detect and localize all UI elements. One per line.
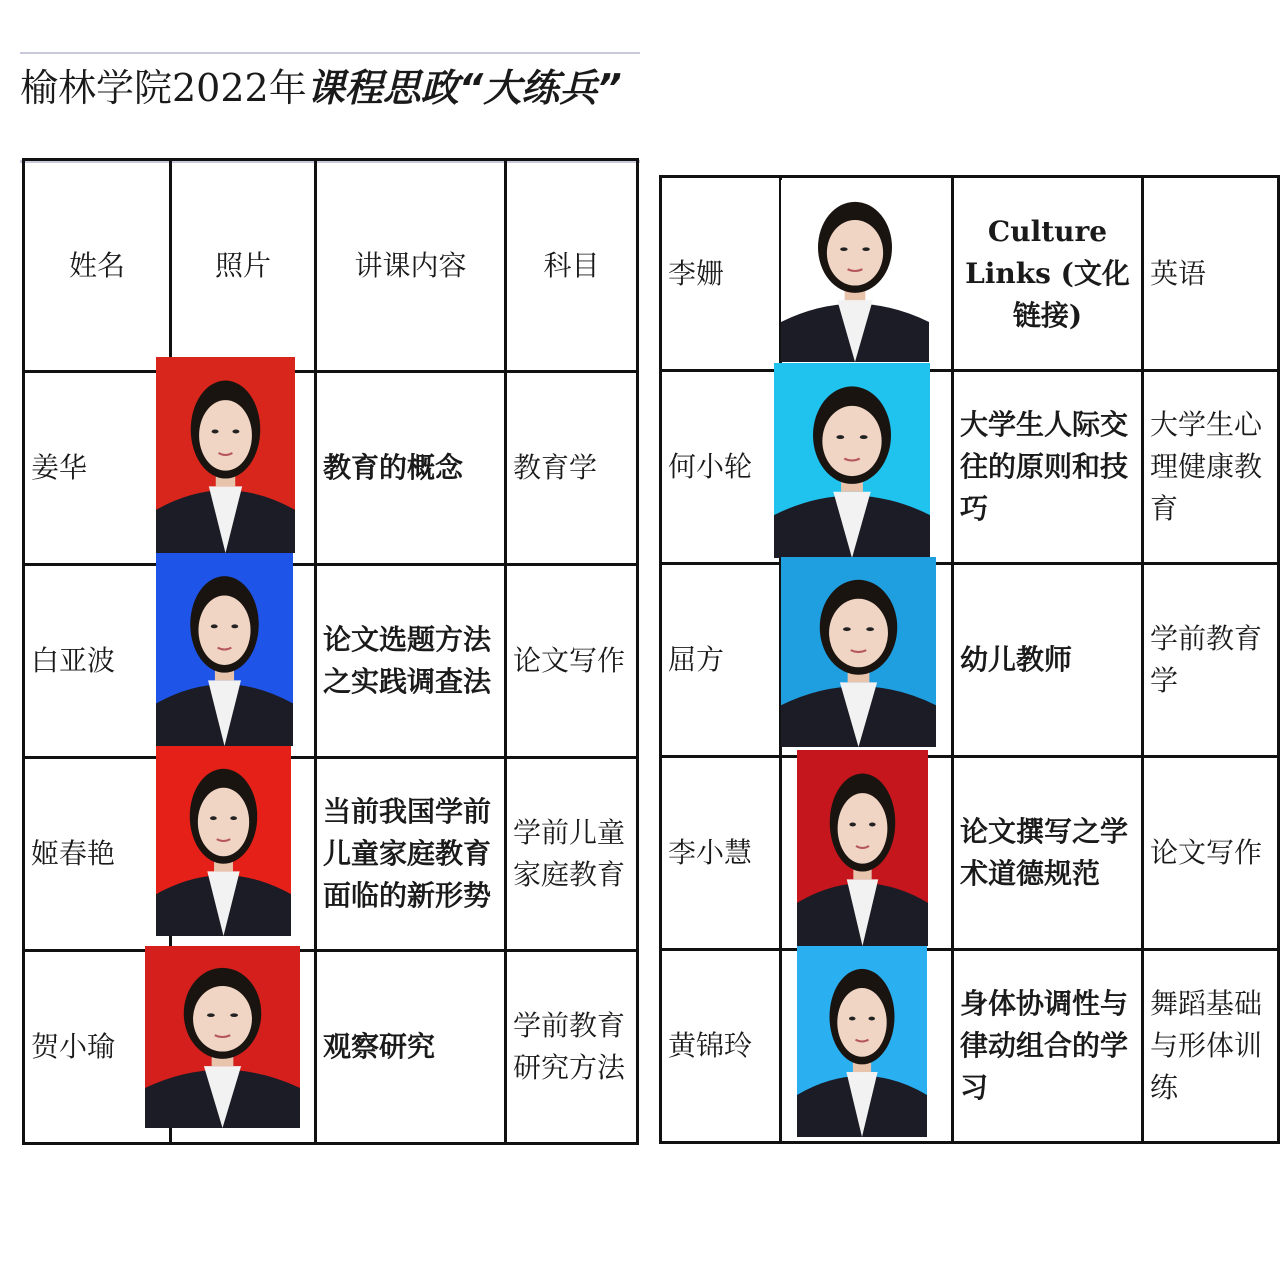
table-row bbox=[661, 950, 1279, 1143]
title-event: 课程思政“大练兵” bbox=[306, 66, 622, 110]
portrait-image bbox=[781, 557, 936, 747]
portrait-photo bbox=[156, 357, 295, 553]
portrait-photo bbox=[156, 553, 293, 746]
lecture-topic: 大学生人际交往的原则和技巧 bbox=[953, 371, 1143, 564]
header-topic: 讲课内容 bbox=[316, 160, 506, 372]
header-subject: 科目 bbox=[506, 160, 638, 372]
title-banner bbox=[20, 52, 640, 163]
teacher-name: 黄锦玲 bbox=[661, 950, 781, 1143]
portrait-photo bbox=[781, 557, 936, 747]
lecture-topic: 当前我国学前儿童家庭教育面临的新形势 bbox=[316, 758, 506, 951]
subject: 学前教育研究方法 bbox=[506, 951, 638, 1144]
table-row bbox=[24, 565, 638, 758]
portrait-image bbox=[156, 746, 291, 936]
teacher-name: 何小轮 bbox=[661, 371, 781, 564]
lecture-topic: 观察研究 bbox=[316, 951, 506, 1144]
subject: 学前教育学 bbox=[1143, 564, 1279, 757]
subject: 论文写作 bbox=[1143, 757, 1279, 950]
teacher-name: 李小慧 bbox=[661, 757, 781, 950]
lecture-topic: 论文选题方法之实践调查法 bbox=[316, 565, 506, 758]
portrait-image bbox=[797, 946, 927, 1137]
lecture-topic: 身体协调性与律动组合的学习 bbox=[953, 950, 1143, 1143]
subject: 论文写作 bbox=[506, 565, 638, 758]
teacher-name: 姜华 bbox=[24, 372, 171, 565]
table-row bbox=[24, 951, 638, 1144]
header-name: 姓名 bbox=[24, 160, 171, 372]
table-row bbox=[24, 758, 638, 951]
title-school-year: 榆林学院2022年 bbox=[20, 66, 307, 110]
subject: 舞蹈基础与形体训练 bbox=[1143, 950, 1279, 1143]
portrait-photo bbox=[797, 750, 928, 946]
portrait-photo bbox=[145, 946, 300, 1128]
table-row bbox=[661, 757, 1279, 950]
header-row bbox=[24, 160, 638, 372]
portrait-image bbox=[781, 180, 929, 362]
table-row bbox=[661, 177, 1279, 371]
lecture-topic: 论文撰写之学术道德规范 bbox=[953, 757, 1143, 950]
portrait-image bbox=[156, 357, 295, 553]
portrait-photo bbox=[797, 946, 927, 1137]
portrait-image bbox=[797, 750, 928, 946]
table-row bbox=[661, 371, 1279, 564]
left-table bbox=[22, 158, 639, 1145]
teacher-name: 李姗 bbox=[661, 177, 781, 371]
header-photo: 照片 bbox=[171, 160, 316, 372]
right-table bbox=[659, 175, 1280, 1144]
lecture-topic: 教育的概念 bbox=[316, 372, 506, 565]
teacher-name: 贺小瑜 bbox=[24, 951, 171, 1144]
teacher-name: 屈方 bbox=[661, 564, 781, 757]
teacher-name: 白亚波 bbox=[24, 565, 171, 758]
subject: 英语 bbox=[1143, 177, 1279, 371]
lecture-topic: Culture Links (文化链接) bbox=[953, 177, 1143, 371]
lecture-topic: 幼儿教师 bbox=[953, 564, 1143, 757]
subject: 教育学 bbox=[506, 372, 638, 565]
portrait-image bbox=[774, 363, 930, 558]
portrait-photo bbox=[781, 180, 929, 362]
portrait-photo bbox=[156, 746, 291, 936]
page-title bbox=[20, 60, 622, 116]
subject: 学前儿童家庭教育 bbox=[506, 758, 638, 951]
table-row bbox=[661, 564, 1279, 757]
subject: 大学生心理健康教育 bbox=[1143, 371, 1279, 564]
teacher-name: 姬春艳 bbox=[24, 758, 171, 951]
table-row bbox=[24, 372, 638, 565]
portrait-photo bbox=[774, 363, 930, 558]
portrait-image bbox=[145, 946, 300, 1128]
portrait-image bbox=[156, 553, 293, 746]
